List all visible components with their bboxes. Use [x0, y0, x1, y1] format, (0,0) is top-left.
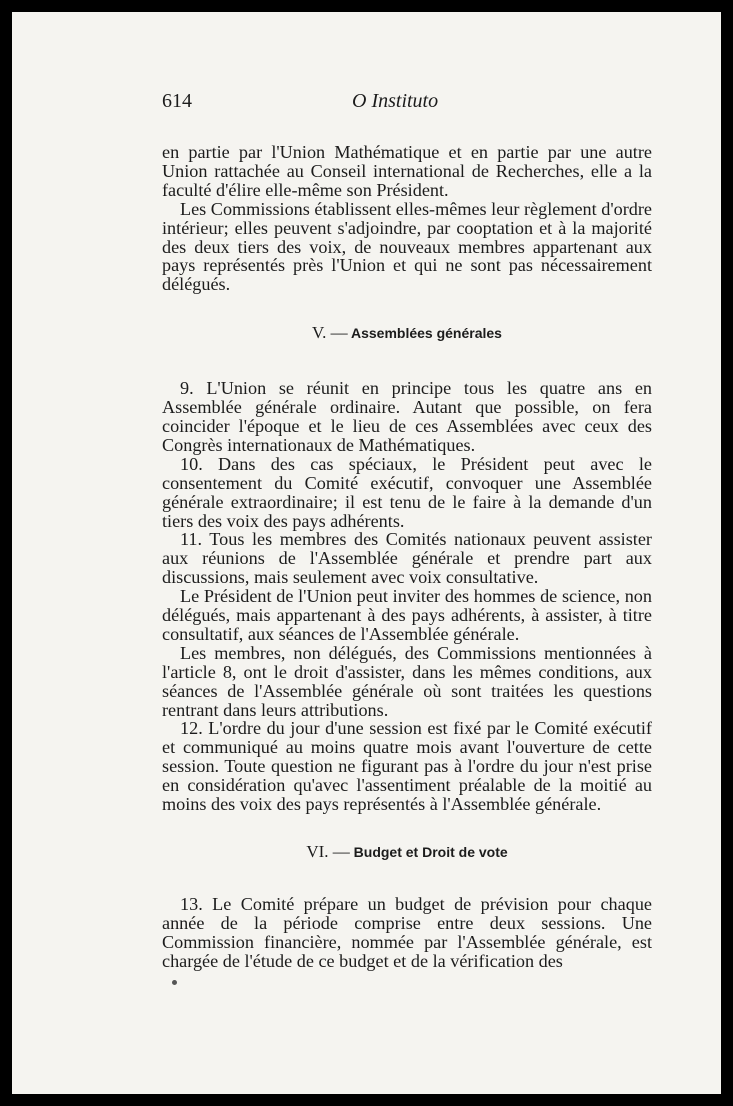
paragraph: Le Président de l'Union peut inviter des hommes de science, non délégués, mais appartenant à des pays adhérents, à assister, à titre consultatif, aux séances de l'Assemblée générale.: [162, 586, 652, 644]
page-number: 614: [162, 90, 192, 112]
section-number: VI. —: [306, 842, 350, 861]
body-text: [162, 143, 652, 971]
section-title: Budget et Droit de vote: [353, 844, 508, 860]
paragraph: 10. Dans des cas spéciaux, le Président peut avec le consentement du Comité exécutif, convoquer une Assemblée générale extraordinaire; il est tenu de le faire à la demande d'un tiers des voix des pays adhérents.: [162, 453, 652, 531]
section-heading-v: [162, 324, 652, 343]
section-title: Assemblées générales: [350, 325, 502, 342]
paragraph: 9. L'Union se réunit en principe tous les quatre ans en Assemblée générale ordinaire. Autant que possible, on fera coincider l'époque et le lieu de ces Assemblées avec ceux des Congrès internationaux de Mathématiques.: [162, 378, 652, 455]
paragraph: Les membres, non délégués, des Commissions mentionnées à l'article 8, ont le droit d'assister, dans les mêmes conditions, aux séances de l'Assemblée générale où sont traitées les questions rentrant dans leurs attributions.: [162, 642, 652, 720]
paragraph: 12. L'ordre du jour d'une session est fixé par le Comité exécutif et communiqué au moins quatre mois avant l'ouverture de cette session. Toute question ne figurant pas à l'ordre du jour n'est prise en considération qu'avec l'assentiment préalable de la moitié au moins des voix des pays représentés à l'Assemblée générale.: [162, 718, 652, 815]
running-title: O Instituto: [352, 90, 439, 112]
paragraph: 11. Tous les membres des Comités nationaux peuvent assister aux réunions de l'Assemblée générale et prendre part aux discussions, mais seulement avec voix consultative.: [162, 529, 652, 588]
paragraph: Les Commissions établissent elles-mêmes leur règlement d'ordre intérieur; elles peuvent s'adjoindre, par cooptation et à la majorité des deux tiers des voix, de nouveaux membres appartenant aux pays représentés près l'Union et qui ne sont pas nécessairement délégués.: [162, 198, 652, 295]
ink-spot: [172, 980, 177, 985]
paragraph: en partie par l'Union Mathématique et en partie par une autre Union rattachée au Conseil international de Recherches, elle a la faculté d'élire elle-même son Président.: [162, 142, 652, 200]
page-header: [162, 90, 652, 120]
paragraph: 13. Le Comité prépare un budget de prévision pour chaque année de la période comprise entre deux sessions. Une Commission financière, nommée par l'Assemblée générale, est chargée de l'étude de ce budget et de la vérification des: [162, 893, 652, 971]
section-number: V. —: [312, 323, 348, 343]
scanned-page: [12, 12, 721, 1094]
section-heading-vi: [162, 843, 652, 862]
